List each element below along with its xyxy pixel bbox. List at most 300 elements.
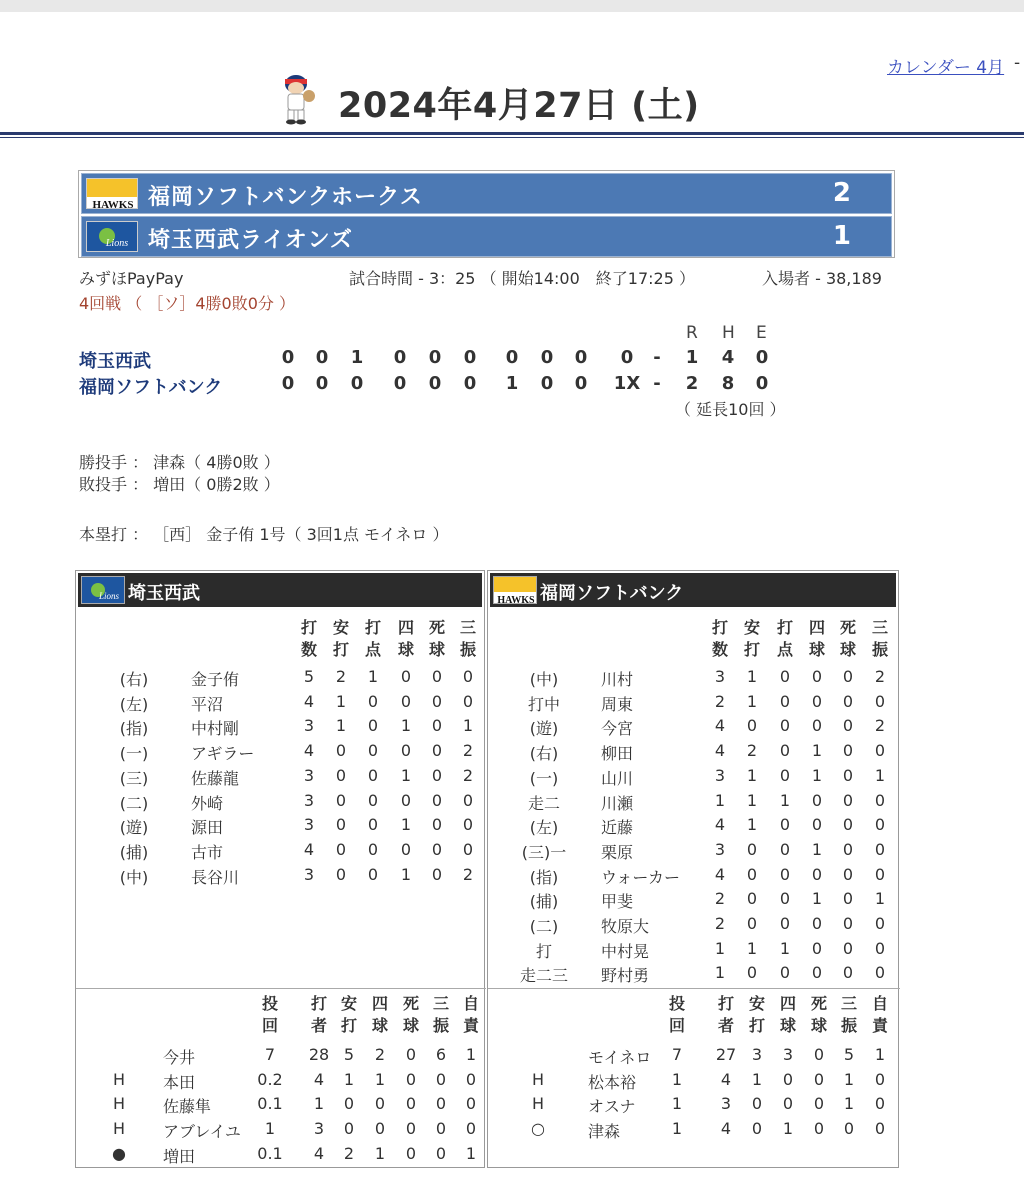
batter-stat: 1 [746,691,758,711]
rhe-header: R [686,323,698,343]
batter-position: (右) [119,670,149,689]
header-char: 打 [711,618,728,637]
batter-stat: 0 [811,864,823,884]
batter-stat: 0 [779,914,791,933]
batter-stat: 1 [811,889,823,909]
pitcher-stat: 0 [405,1119,417,1139]
batter-name: 山川 [601,768,634,788]
batter-name: ウォーカー [601,867,681,887]
pitcher-name: 増田 [163,1146,196,1166]
header-char: 球 [397,640,414,659]
header-char: 者 [310,1016,327,1035]
header-char: 投 [668,994,685,1013]
batter-position: (捕) [119,842,149,862]
pitching-header [368,993,392,1037]
batter-stat: 1 [779,790,791,810]
batter-stat: 0 [874,790,886,810]
linescore-team: 福岡ソフトバンク [79,377,223,398]
pitcher-mark: ● [112,1143,126,1163]
header-char: 打 [300,618,317,637]
pitcher-ip: 7 [264,1045,276,1064]
batter-stat: 0 [779,864,791,884]
pitcher-stat: 0 [813,1069,825,1089]
batter-stat: 3 [714,839,726,859]
total-h: 8 [721,373,735,394]
pitcher-stat: 28 [308,1045,330,1064]
pitcher-stat: 0 [374,1119,386,1139]
hawks-logo-text: HAWKS [92,199,134,209]
batter-position: (三) [119,768,149,788]
batter-stat: 1 [400,716,412,736]
batting-header [425,617,449,661]
batter-stat: 3 [303,716,315,736]
batter-stat: 0 [811,667,823,686]
batter-position: (一) [529,768,559,788]
header-char: 振 [432,1016,449,1035]
pitcher-name: モイネロ [588,1048,652,1067]
batter-stat: 4 [714,864,726,884]
batter-stat: 0 [811,790,823,810]
pitcher-stat: 0 [435,1143,447,1163]
batter-stat: 0 [842,741,854,761]
total-h: 4 [721,347,735,368]
pitcher-stat: 1 [874,1045,886,1064]
batter-stat: 0 [462,839,474,859]
batter-name: 牧原大 [601,917,650,936]
batter-stat: 0 [874,938,886,958]
batter-name: 周東 [601,694,634,714]
batter-stat: 0 [874,963,886,983]
batter-stat: 1 [874,765,886,785]
batter-name: 平沼 [191,694,224,714]
batter-stat: 0 [335,741,347,761]
header-char: 自 [462,994,479,1013]
pitcher-ip: 1 [671,1094,683,1114]
header-char: 打 [364,618,381,637]
header-char: 点 [364,640,381,659]
batter-stat: 4 [714,716,726,736]
winning-pitcher: 勝投手 ： 津森（ 4勝0敗 ） [79,453,280,472]
pitcher-mark: H [112,1094,126,1114]
header-char: 打 [310,994,327,1013]
header-char: 球 [839,640,856,659]
linescore-team: 埼玉西武 [79,351,151,372]
pitching-header [714,993,738,1037]
pitcher-stat: 0 [435,1119,447,1139]
pitcher-stat: 1 [374,1143,386,1163]
pitcher-stat: 0 [813,1094,825,1114]
batter-stat: 0 [874,839,886,859]
batter-name: 今宮 [601,719,634,739]
batter-position: (遊) [529,719,559,739]
batter-stat: 0 [400,741,412,761]
pitcher-stat: 1 [343,1069,355,1089]
pitcher-ip: 7 [671,1045,683,1064]
pitcher-stat: 3 [782,1045,794,1064]
batter-stat: 0 [842,938,854,958]
header-char: 四 [808,618,825,637]
batter-stat: 3 [714,667,726,686]
batter-stat: 0 [462,815,474,835]
header-char: 打 [332,640,349,659]
batter-stat: 4 [303,691,315,711]
batter-stat: 0 [746,914,758,933]
header-char: 打 [717,994,734,1013]
calendar-dash: - [1014,53,1021,73]
pitcher-stat: 0 [874,1069,886,1089]
batter-stat: 0 [367,815,379,835]
batter-stat: 0 [746,716,758,736]
batter-position: (三)一 [521,842,567,862]
batter-stat: 0 [431,815,443,835]
batter-position: 打 [535,941,552,961]
batter-stat: 0 [400,839,412,859]
lions-logo-text: Lions [98,591,120,601]
pitcher-stat: 4 [720,1069,732,1089]
header-char: 球 [371,1016,388,1035]
batter-stat: 1 [746,667,758,686]
pitching-header [337,993,361,1037]
batting-header [329,617,353,661]
pitcher-stat: 4 [313,1143,325,1163]
series-record: 4回戦 （ ［ソ］4勝0敗0分 ） [79,294,295,313]
inning-score: 0 [463,347,477,368]
pitcher-stat: 0 [343,1094,355,1114]
header-char: 打 [743,640,760,659]
batter-name: 川瀬 [601,793,634,813]
batting-header [708,617,732,661]
team-score: 1 [832,221,851,251]
batting-header [868,617,892,661]
header-char: 投 [261,994,278,1013]
pitcher-stat: 27 [715,1045,737,1064]
batter-stat: 1 [714,790,726,810]
batter-name: 中村剛 [191,719,240,739]
batter-position: (中) [119,867,149,887]
header-char: 数 [711,640,728,659]
header-char: 球 [808,640,825,659]
pitcher-stat: 0 [843,1119,855,1139]
batter-stat: 0 [779,765,791,785]
pitcher-mark: H [112,1119,126,1139]
score-row-home [81,216,892,257]
batter-stat: 0 [779,716,791,736]
scoreboard [78,170,895,258]
batter-position: (二) [529,917,559,936]
panel-title: 埼玉西武 [128,583,200,604]
batter-position: 走二 [527,793,560,813]
total-e: 0 [755,347,769,368]
pitcher-stat: 3 [720,1094,732,1114]
batter-stat: 1 [779,938,791,958]
pitcher-name: 佐藤隼 [163,1097,212,1117]
batter-stat: 0 [335,839,347,859]
batter-stat: 0 [367,864,379,884]
batter-stat: 0 [842,889,854,909]
batter-position: (指) [119,719,149,739]
batter-stat: 0 [842,839,854,859]
batter-stat: 1 [811,741,823,761]
linescore-dash: - [653,373,661,394]
header-char: 安 [748,994,765,1013]
pitcher-name: 松本裕 [588,1072,637,1092]
pitcher-stat: 4 [313,1069,325,1089]
batter-name: 長谷川 [191,867,240,887]
batter-stat: 1 [400,815,412,835]
pitcher-name: アブレイユ [163,1122,241,1142]
inning-score: 0 [574,373,588,394]
batter-stat: 2 [714,889,726,909]
header-char: 三 [840,994,857,1013]
pitcher-stat: 0 [465,1119,477,1139]
inning-score: 0 [540,347,554,368]
header-char: 死 [428,618,445,637]
panel-title: 福岡ソフトバンク [540,583,684,604]
batter-stat: 0 [811,691,823,711]
pitcher-stat: 0 [751,1094,763,1114]
batter-stat: 0 [367,716,379,736]
team-name[interactable]: 福岡ソフトバンクホークス [148,185,423,210]
pitcher-stat: 0 [435,1069,447,1089]
inning-score: 1 [505,373,519,394]
batter-stat: 1 [746,815,758,835]
pitcher-mark: H [531,1094,545,1114]
header-char: 責 [871,1016,888,1035]
pitching-header [258,993,282,1037]
header-char: 打 [340,1016,357,1035]
inning-score: 0 [315,373,329,394]
pitcher-stat: 0 [813,1045,825,1064]
pitcher-stat: 0 [874,1119,886,1139]
header-char: 安 [743,618,760,637]
extra-innings-note: （ 延長10回 ） [675,400,786,419]
batter-stat: 0 [431,790,443,810]
pitcher-ip: 1 [671,1119,683,1139]
batter-stat: 3 [303,864,315,884]
pitcher-stat: 1 [465,1143,477,1163]
batter-stat: 1 [811,839,823,859]
batter-stat: 0 [367,790,379,810]
header-char: 振 [459,640,476,659]
inning-score: 0 [574,347,588,368]
batter-name: アギラー [191,744,255,764]
batter-stat: 0 [779,815,791,835]
pitcher-ip: 0.2 [257,1069,283,1089]
batter-stat: 0 [367,691,379,711]
losing-pitcher: 敗投手 ： 増田（ 0勝2敗 ） [79,475,280,494]
batter-stat: 0 [874,691,886,711]
batting-header [805,617,829,661]
pitcher-name: 本田 [163,1072,196,1092]
batter-stat: 0 [367,765,379,785]
batter-stat: 0 [779,741,791,761]
header-char: 四 [779,994,796,1013]
header-char: 回 [668,1016,685,1035]
batter-stat: 0 [842,864,854,884]
header-char: 振 [840,1016,857,1035]
header-char: 責 [462,1016,479,1035]
batter-stat: 0 [779,691,791,711]
header-char: 死 [402,994,419,1013]
pitcher-mark: ○ [531,1119,545,1139]
pitcher-ip: 1 [671,1069,683,1089]
inning-score: 0 [393,347,407,368]
batter-position: 打中 [527,694,560,714]
team-name[interactable]: 埼玉西武ライオンズ [148,228,354,253]
linescore-dash: - [653,347,661,368]
batter-stat: 0 [431,716,443,736]
header-char: 点 [776,640,793,659]
batter-stat: 0 [842,667,854,686]
batter-name: 近藤 [601,818,634,838]
batter-stat: 2 [462,765,474,785]
header-char: 打 [776,618,793,637]
pitcher-name: 今井 [163,1048,196,1067]
pitcher-stat: 5 [843,1045,855,1064]
inning-score: 0 [428,347,442,368]
batter-stat: 4 [714,741,726,761]
batting-header [740,617,764,661]
batter-stat: 2 [874,667,886,686]
inning-score: 1X [613,373,641,394]
pitcher-stat: 1 [374,1069,386,1089]
batter-stat: 0 [462,667,474,686]
batter-stat: 1 [400,765,412,785]
pitching-header [459,993,483,1037]
header-char: 振 [871,640,888,659]
batter-stat: 0 [842,691,854,711]
pitcher-stat: 0 [405,1045,417,1064]
title-rule [0,132,1024,138]
batter-name: 古市 [191,842,224,862]
batter-name: 川村 [601,670,634,689]
header-char: 球 [428,640,445,659]
batter-stat: 0 [431,691,443,711]
batting-header [456,617,480,661]
pitcher-stat: 0 [465,1069,477,1089]
batter-stat: 0 [431,741,443,761]
pitching-header [807,993,831,1037]
pitcher-stat: 3 [751,1045,763,1064]
pitcher-stat: 0 [751,1119,763,1139]
batter-stat: 5 [303,667,315,686]
batter-stat: 1 [400,864,412,884]
batter-stat: 1 [746,790,758,810]
calendar-link[interactable]: カレンダー 4月 [887,58,1005,78]
batter-stat: 2 [746,741,758,761]
batter-stat: 4 [303,741,315,761]
pitcher-stat: 0 [343,1119,355,1139]
batter-stat: 2 [874,716,886,736]
batter-name: 中村晃 [601,941,650,961]
batter-stat: 1 [462,716,474,736]
header-char: 安 [340,994,357,1013]
pitcher-stat: 1 [843,1069,855,1089]
batter-position: (指) [529,867,559,887]
top-bar [0,0,1024,12]
pitcher-stat: 1 [782,1119,794,1139]
batter-stat: 0 [400,691,412,711]
header-char: 三 [459,618,476,637]
batter-name: 柳田 [601,744,634,764]
batter-stat: 0 [335,765,347,785]
batter-position: (捕) [529,892,559,912]
pitcher-stat: 1 [313,1094,325,1114]
batter-stat: 0 [367,839,379,859]
pitcher-ip: 1 [264,1119,276,1139]
pitcher-stat: 0 [874,1094,886,1114]
pitching-header [837,993,861,1037]
header-char: 三 [432,994,449,1013]
batter-stat: 0 [874,914,886,933]
batter-name: 金子侑 [191,670,240,689]
batter-stat: 0 [811,938,823,958]
batter-position: 走二三 [519,966,568,986]
batter-stat: 1 [746,938,758,958]
pitcher-stat: 0 [405,1094,417,1114]
batter-stat: 0 [431,667,443,686]
header-char: 四 [371,994,388,1013]
inning-score: 0 [393,373,407,394]
header-char: 四 [397,618,414,637]
pitcher-stat: 0 [465,1094,477,1114]
home-runs: 本塁打 ： ［西］ 金子侑 1号（ 3回1点 モイネロ ） [79,525,449,544]
batter-stat: 0 [874,815,886,835]
stadium: みずほPayPay [79,269,184,288]
pitcher-stat: 0 [813,1119,825,1139]
inning-score: 0 [540,373,554,394]
batter-stat: 0 [746,839,758,859]
batter-stat: 0 [367,741,379,761]
pitcher-mark: H [531,1069,545,1089]
batter-stat: 2 [335,667,347,686]
lions-logo-icon [86,221,138,252]
inning-score: 0 [281,373,295,394]
batting-header [773,617,797,661]
total-e: 0 [755,373,769,394]
batter-stat: 0 [811,815,823,835]
batter-position: (遊) [119,818,149,838]
inning-score: 0 [428,373,442,394]
batter-position: (左) [529,818,559,838]
header-char: 三 [871,618,888,637]
batter-stat: 0 [779,963,791,983]
pitcher-stat: 2 [374,1045,386,1064]
section-divider [76,988,486,989]
header-char: 打 [748,1016,765,1035]
pitcher-stat: 1 [465,1045,477,1064]
rhe-header: H [722,323,735,343]
game-duration: 試合時間 - 3：25 （ 開始14:00 終了17:25 ） [349,269,695,288]
header-char: 球 [402,1016,419,1035]
batter-position: (一) [119,744,149,764]
batter-stat: 0 [811,716,823,736]
batter-stat: 0 [400,790,412,810]
batting-header [361,617,385,661]
pitching-header [399,993,423,1037]
batter-stat: 0 [431,765,443,785]
hawks-logo-icon [493,576,537,604]
batter-stat: 0 [462,691,474,711]
pitcher-stat: 0 [405,1143,417,1163]
score-row-away [81,173,892,214]
pitcher-stat: 1 [751,1069,763,1089]
header-char: 者 [717,1016,734,1035]
batter-stat: 1 [811,765,823,785]
pitcher-stat: 3 [313,1119,325,1139]
batter-stat: 0 [335,790,347,810]
total-r: 1 [685,347,699,368]
